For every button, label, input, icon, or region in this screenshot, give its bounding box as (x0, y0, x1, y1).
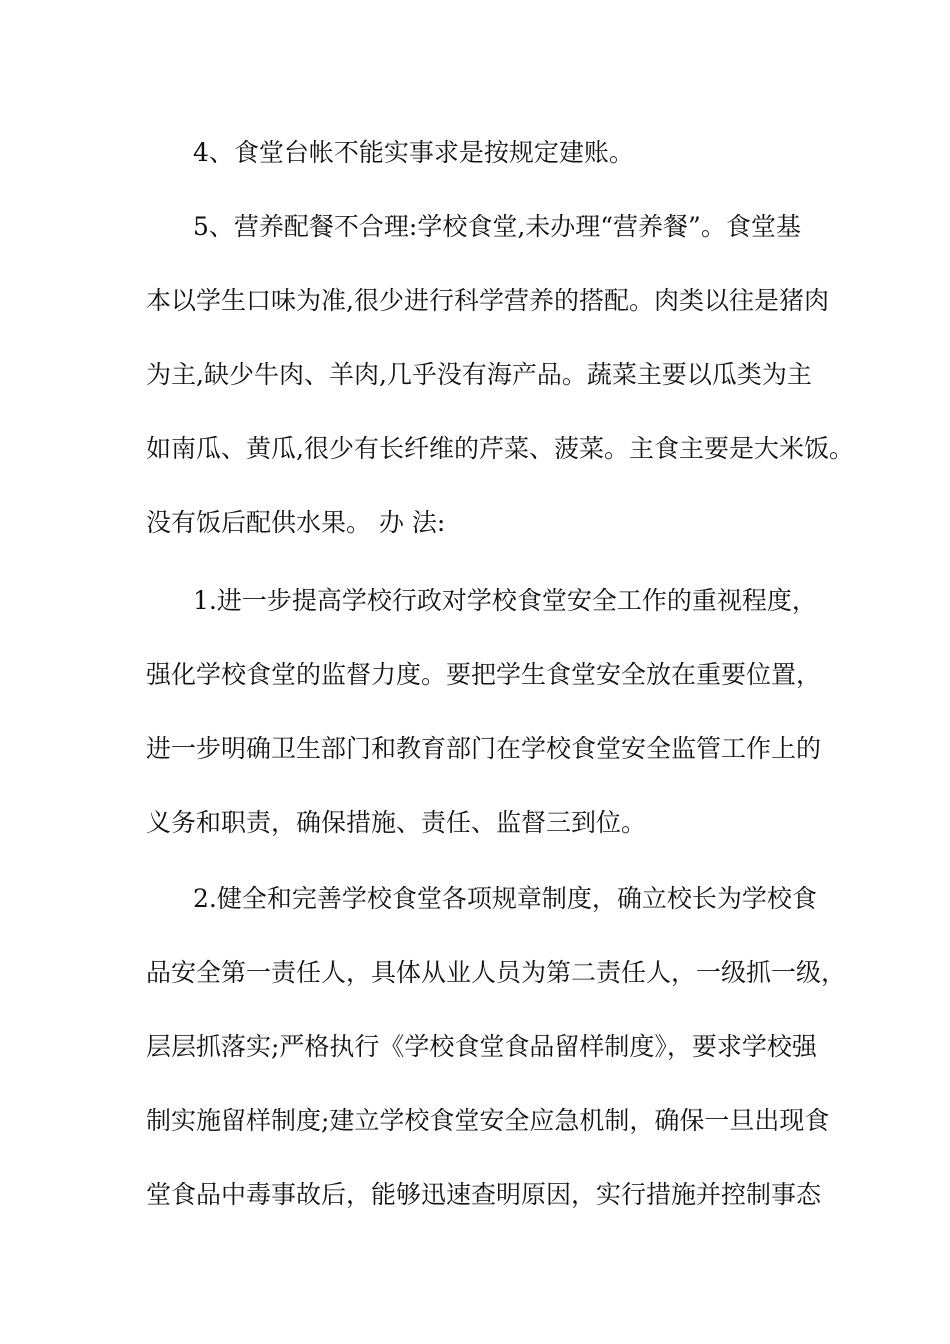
measure-1-line-2: 强化学校食堂的监督力度。要把学生食堂安全放在重要位置， (146, 660, 822, 689)
paragraph-item-5-line-1: 5、营养配餐不合理:学校食堂,未办理“营养餐”。食堂基 (193, 212, 801, 241)
measure-1-line-4: 义务和职责，确保措施、责任、监督三到位。 (146, 808, 647, 837)
measure-1-line-3: 进一步明确卫生部门和教育部门在学校食堂安全监管工作上的 (146, 734, 822, 763)
measure-2-line-2: 品安全第一责任人，具体从业人员为第二责任人，一级抓一级， (146, 958, 847, 987)
paragraph-item-5-line-2: 本以学生口味为准,很少进行科学营养的搭配。肉类以往是猪肉 (146, 286, 829, 315)
paragraph-item-5-line-3: 为主,缺少牛肉、羊肉,几乎没有海产品。蔬菜主要以瓜类为主 (146, 360, 812, 389)
measure-2-line-3: 层层抓落实;严格执行《学校食堂食品留样制度》，要求学校强 (146, 1032, 817, 1061)
measure-2-line-4: 制实施留样制度;建立学校食堂安全应急机制，确保一旦出现食 (146, 1106, 830, 1135)
measure-2-line-1: 2.健全和完善学校食堂各项规章制度，确立校长为学校食 (193, 884, 817, 913)
paragraph-item-5-line-4: 如南瓜、黄瓜,很少有长纤维的芹菜、菠菜。主食主要是大米饭。 (146, 434, 854, 463)
measure-1-line-1: 1.进一步提高学校行政对学校食堂安全工作的重视程度， (193, 586, 817, 615)
paragraph-item-5-line-5: 没有饭后配供水果。 办 法: (146, 508, 446, 537)
measure-2-line-5: 堂食品中毒事故后，能够迅速查明原因，实行措施并控制事态 (146, 1180, 822, 1209)
paragraph-item-4: 4、食堂台帐不能实事求是按规定建账。 (193, 138, 634, 167)
